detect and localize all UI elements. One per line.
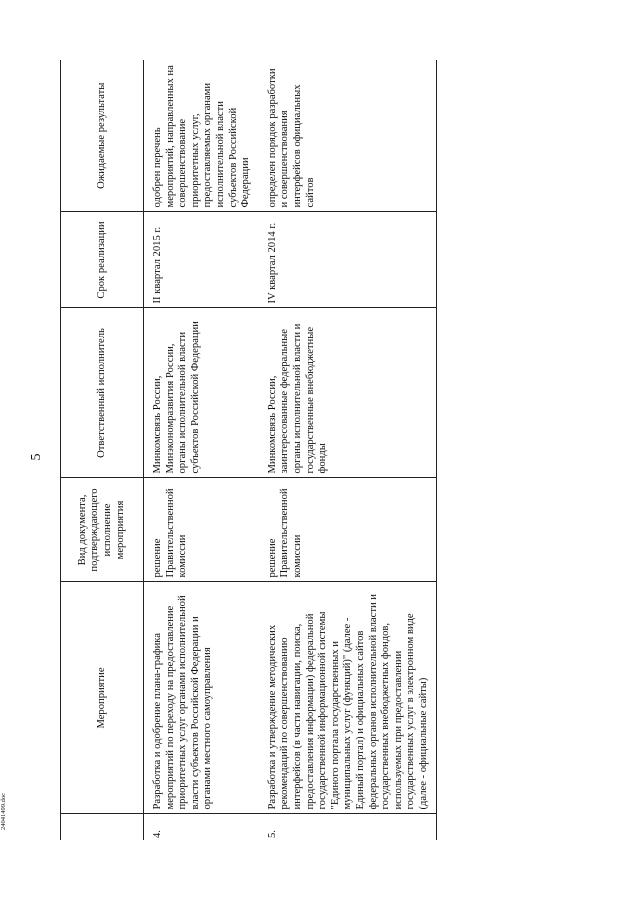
event-cell: Разработка и одобрение плана-графика мероприятий по переходу на предоставление приоритетных услуг органами исполнительной власти субъектов Российской Федерации и органами местного самоуправления — [144, 582, 259, 814]
deadline-cell: II квартал 2015 г. — [144, 212, 259, 308]
table-row — [144, 60, 259, 840]
table-header-row — [61, 60, 144, 840]
events-table — [60, 60, 437, 840]
results-cell: одобрен перечень мероприятий, направленных на совершенствование приоритетных услуг, предоставляемых органами исполнительной власти субъектов Российской Федерации — [144, 60, 259, 212]
rotated-page-content — [60, 0, 530, 840]
header-responsible: Ответственный исполнитель — [61, 308, 144, 478]
deadline-cell: IV квартал 2014 г. — [259, 212, 437, 308]
document-type-cell: решение Правительственной комиссии — [144, 478, 259, 582]
responsible-cell: Минкомсвязь России, заинтересованные федеральные органы исполнительной власти и государственные внебюджетные фонды — [259, 308, 437, 478]
header-deadline: Срок реализации — [61, 212, 144, 308]
document-code: 24041499.doc — [0, 792, 7, 830]
header-number — [61, 814, 144, 840]
page-number: 5 — [29, 453, 44, 461]
table-row — [259, 60, 437, 840]
row-number: 4. — [152, 830, 163, 838]
row-number: 5. — [259, 814, 437, 840]
header-event: Мероприятие — [61, 582, 144, 814]
responsible-cell: Минкомсвязь России, Минэкономразвития России, органы исполнительной власти субъектов Российской Федерации — [144, 308, 259, 478]
event-cell: Разработка и утверждение методических рекомендаций по совершенствованию интерфейсов (в части навигации, поиска, предоставления информации) федеральной государственной информационной системы "Единого портала государственных и муниципальных услуг (функций)" (далее - Единый портал) и официальных сайтов федеральных органов исполнительной власти и государственных внебюджетных фондов, используемых при предоставлении государственных услуг в электронном виде (далее - официальные сайты) — [259, 582, 437, 814]
document-type-cell: решение Правительственной комиссии — [259, 478, 437, 582]
results-cell: определен порядок разработки и совершенствования интерфейсов официальных сайтов — [259, 60, 437, 212]
header-results: Ожидаемые результаты — [61, 60, 144, 212]
header-document-type: Вид документа, подтверждающего исполнение мероприятия — [61, 478, 144, 582]
